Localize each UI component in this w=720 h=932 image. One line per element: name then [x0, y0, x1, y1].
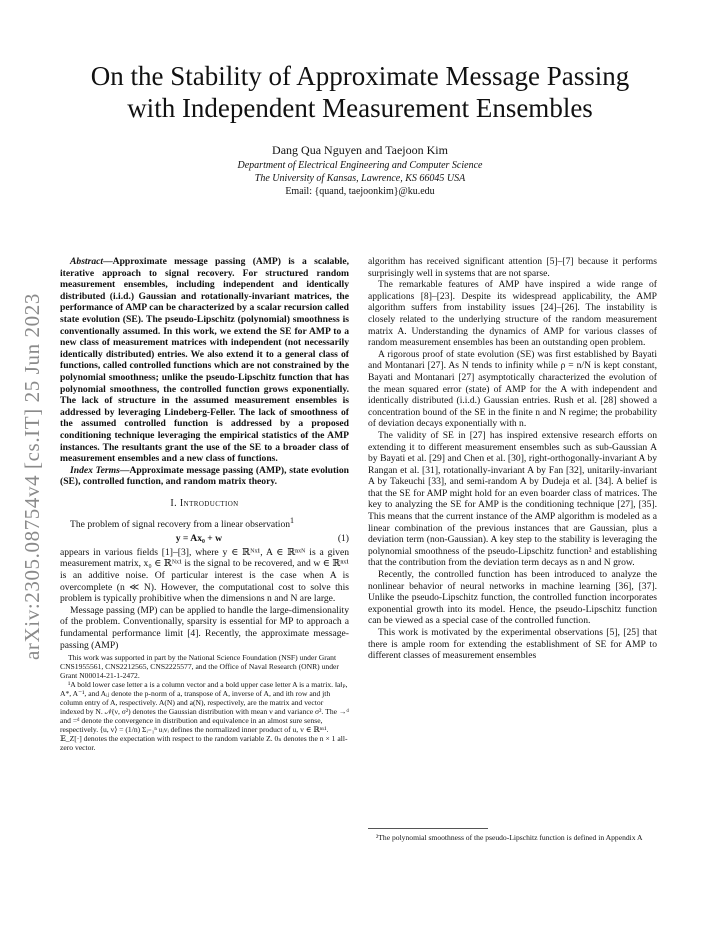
right-paragraph-4: The validity of SE in [27] has inspired extensive research efforts on extending it to different measurement ensembles such as sub-Gaussian A by Bayati et al. [29] and Chen et al. [30], right-orthogonally-invariant A by Rangan et al. [31], rotationally-invariant A by Fan [32], unitarily-invariant A by Takeuchi [33], and semi-random A by Dudeja et al. [34]. A belief is that the SE for AMP might hold for an even boarder class of matrices. The key to analyzing the SE for AMP is the conditioning technique [27], [35]. This means that the current instance of the AMP algorithm is modeled as a linear combination of the previous instances that are Gaussian, plus a deviation term (non-Gaussian). A key step to the stability is leveraging the polynomial smoothness of the pseudo-Lipschitz function² and establishing that the contribution from the deviation term decays as n and N grow.: [368, 429, 657, 569]
footnote-rule: [368, 828, 488, 829]
abstract-label: Abstract: [70, 256, 104, 267]
intro-paragraph-1-lead: [60, 515, 349, 531]
footnote-funding: This work was supported in part by the National Science Foundation (NSF) under Grant CNS1955561, CNS2212565, CNS2225577, and the Office of Naval Research (ONR) under Grant N00014-21-1-2472.: [60, 653, 339, 680]
footnote-2: ²The polynomial smoothness of the pseudo-Lipschitz function is defined in Appendix A: [376, 833, 643, 842]
affiliation-department: Department of Electrical Engineering and Computer Science: [237, 160, 483, 171]
index-terms-label: Index Terms: [70, 464, 120, 476]
title-line-1: On the Stability of Approximate Message Passing: [90, 61, 630, 91]
left-footnotes: [60, 653, 349, 752]
index-terms-text: —Approximate message passing (AMP), state evolution (SE), controlled function, and random matrix theory.: [60, 464, 349, 488]
equation-1: [60, 533, 349, 545]
footnote-marker-1: 1: [290, 516, 295, 526]
right-paragraph-1: algorithm has received significant attention [5]–[7] because it performs surprisingly well in systems that are not sparse.: [368, 256, 657, 279]
author-email: Email: {quand, taejoonkim}@ku.edu: [285, 186, 435, 197]
right-footnotes: [368, 818, 657, 842]
index-terms: [60, 465, 349, 488]
right-paragraph-6: This work is motivated by the experimental observations [5], [25] that there is ample room for extending the establishment of SE for AMP to different classes of measurement ensembles: [368, 627, 657, 662]
left-column: [60, 256, 349, 651]
abstract-text: —Approximate message passing (AMP) is a scalable, iterative approach to signal recovery. For structured random measurement ensembles, including independent and identically distributed (i.i.d.) Gaussian and rotationally-invariant matrices, the performance of AMP can be characterized by a scalar recursion called state evolution (SE). The pseudo-Lipschitz (polynomial) smoothness is conventionally assumed. In this work, we extend the SE for AMP to a new class of measurement matrices with independent (not necessarily identically distributed) entries. We also extend it to a general class of functions, called controlled functions which are not constrained by the polynomial smoothness; unlike the pseudo-Lipschitz function that has polynomial smoothness, the controlled function grows exponentially. The lack of structure in the assumed measurement ensembles is addressed by leveraging Lindeberg-Feller. The lack of smoothness of the assumed controlled function is addressed by a proposed conditioning technique leveraging the empirical statistics of the AMP instances. The resultants grant the use of the SE to a broader class of measurement ensembles and a new class of functions.: [60, 256, 349, 465]
section-heading-introduction: I. Introduction: [170, 497, 239, 509]
arxiv-stamp: arXiv:2305.08754v4 [cs.IT] 25 Jun 2023: [20, 293, 44, 660]
right-paragraph-2: The remarkable features of AMP have inspired a wide range of applications [8]–[23]. Despite its widespread applicability, the AMP algorithm suffers from instability issues [24]–[26]. The instability is closely related to the underlying structure of the random measurement matrix A. Understanding the dynamics of AMP for various classes of random measurement ensembles has been an outstanding open problem.: [368, 279, 657, 349]
author-names: Dang Qua Nguyen and Taejoon Kim: [272, 143, 448, 157]
right-column: [368, 256, 657, 662]
intro-paragraph-2: Message passing (MP) can be applied to handle the large-dimensionality of the problem. Conventionally, sparsity is essential for MP to approach a fundamental performance limit [4]. Recently, the approximate message-passing (AMP): [60, 604, 349, 651]
intro-paragraph-1-body: appears in various fields [1]–[3], where y ∈ ℝᴺˣ¹, A ∈ ℝⁿˣᴺ is a given measurement matrix, x₀ ∈ ℝᴺˣ¹ is the signal to be recovered, and w ∈ ℝⁿˣ¹ is an additive noise. Of particular interest is the case when A is overcomplete (n ≪ N). However, the computational cost to solve this problem is typically prohibitive when the dimensions n and N are large.: [60, 546, 349, 605]
affiliation-university: The University of Kansas, Lawrence, KS 66045 USA: [254, 173, 466, 184]
right-paragraph-5: Recently, the controlled function has been introduced to analyze the nonlinear behavior of neural networks in machine learning [36], [37]. Unlike the pseudo-Lipschitz function, the controlled function incorporates exponential growth into its model. Hence, the pseudo-Lipschitz function can be viewed as a special case of the controlled function.: [368, 569, 657, 627]
footnote-notation: ¹A bold lower case letter a is a column vector and a bold upper case letter A is a matrix. ‖a‖ₚ, A*, A⁻¹, and Aᵢⱼ denote the p-norm of a, transpose of A, inverse of A, and ith row and jth column entry of A, respectively. A(N) and a(N), respectively, are the matrix and vector indexed by N. 𝒩(ν, σ²) denotes the Gaussian distribution with mean ν and variance σ². The →ᵈ and =ᵈ denote the convergence in distribution and equivalence in an almost sure sense, respectively. ⟨u, v⟩ = (1/n) Σᵢ₌₁ⁿ uᵢvᵢ defines the normalized inner product of u, v ∈ ℝⁿˣ¹. 𝔼_Z[·] denotes the expectation with respect to the random variable Z. 0ₙ denotes the n × 1 all-zero vector.: [60, 680, 349, 752]
author-block: [40, 144, 680, 198]
intro-lead-text: The problem of signal recovery from a linear observation: [70, 519, 291, 531]
title-line-2: with Independent Measurement Ensembles: [127, 93, 593, 123]
abstract: [60, 256, 349, 465]
right-paragraph-3: A rigorous proof of state evolution (SE) was first established by Bayati and Montanari [27]. As N tends to infinity while ρ = n/N is kept constant, Bayati and Montanari [27] asymptotically characterized the evolution of the mean squared error (state) of AMP for the A with independent and identically distributed (i.i.d.) Gaussian entries. Rush et al. [28] showed a concentration bound of the SE in the finite n and N regime; the probability of deviation decays exponentially with n.: [368, 348, 657, 430]
paper-title: [40, 60, 680, 124]
equation-body: y = Ax₀ + w: [175, 533, 223, 545]
equation-number: (1): [337, 533, 349, 545]
